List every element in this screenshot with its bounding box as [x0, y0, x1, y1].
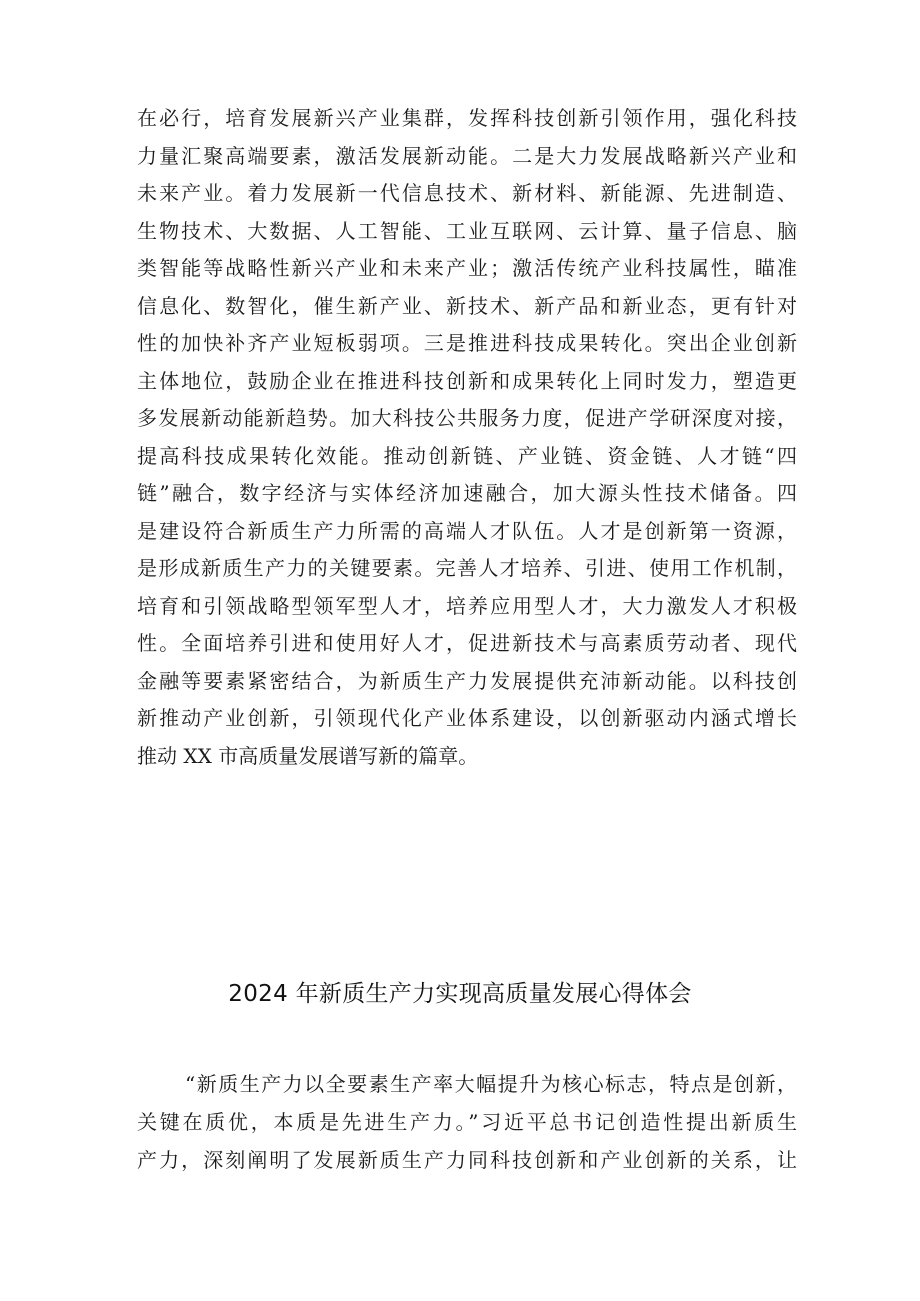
paragraph-line: 是形成新质生产力的关键要素。完善人才培养、引进、使用工作机制，: [137, 556, 797, 580]
paragraph-line: 推动 XX 市高质量发展谱写新的篇章。: [137, 743, 479, 768]
paragraph-line: 生物技术、大数据、人工智能、工业互联网、云计算、量子信息、脑: [137, 218, 797, 243]
paragraph-line: 信息化、数智化，催生新产业、新技术、新产品和新业态，更有针对: [137, 293, 797, 318]
paragraph-line: 性。全面培养引进和使用好人才，促进新技术与高素质劳动者、现代: [137, 631, 797, 655]
paragraph-line: 类智能等战略性新兴产业和未来产业；激活传统产业科技属性，瞄准: [137, 256, 797, 280]
paragraph-line: 多发展新动能新趋势。加大科技公共服务力度，促进产学研深度对接，: [137, 406, 797, 430]
paragraph-line: 性的加快补齐产业短板弱项。三是推进科技成果转化。突出企业创新: [137, 331, 797, 355]
paragraph-line: 培育和引领战略型领军型人才，培养应用型人才，大力激发人才积极: [137, 593, 797, 618]
paragraph-line: 在必行，培育发展新兴产业集群，发挥科技创新引领作用，强化科技: [137, 106, 797, 130]
paragraph-line: “新质生产力以全要素生产率大幅提升为核心标志，特点是创新，: [185, 1072, 797, 1096]
paragraph-line: 是建设符合新质生产力所需的高端人才队伍。人才是创新第一资源，: [137, 518, 797, 543]
paragraph-line: 链”融合，数字经济与实体经济加速融合，加大源头性技术储备。四: [137, 481, 797, 505]
continuation-paragraph: [137, 100, 797, 775]
paragraph-line: 金融等要素紧密结合，为新质生产力发展提供充沛新动能。以科技创: [137, 668, 797, 693]
paragraph-line: 主体地位，鼓励企业在推进科技创新和成果转化上同时发力，塑造更: [137, 368, 797, 393]
paragraph-line: 提高科技成果转化效能。推动创新链、产业链、资金链、人才链“四: [137, 443, 797, 468]
paragraph-line: 产力，深刻阐明了发展新质生产力同科技创新和产业创新的关系，让: [137, 1148, 797, 1172]
paragraph-line: 未来产业。着力发展新一代信息技术、新材料、新能源、先进制造、: [137, 181, 797, 205]
paragraph-line: 新推动产业创新，引领现代化产业体系建设，以创新驱动内涵式增长: [137, 706, 797, 730]
paragraph-line: 关键在质优，本质是先进生产力。”习近平总书记创造性提出新质生: [137, 1110, 797, 1134]
article-title: 2024 年新质生产力实现高质量发展心得体会: [228, 981, 692, 1007]
intro-paragraph: [137, 1065, 797, 1179]
paragraph-line: 力量汇聚高端要素，激活发展新动能。二是大力发展战略新兴产业和: [137, 143, 797, 168]
